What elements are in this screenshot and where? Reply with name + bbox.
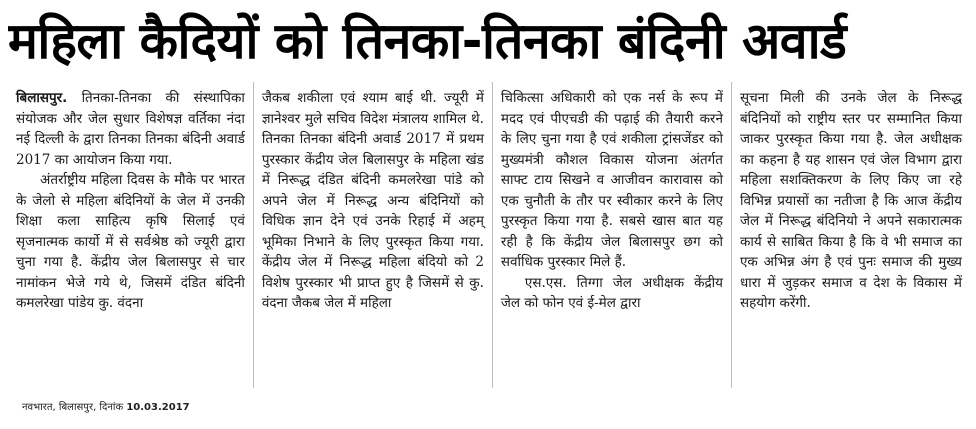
article-columns [14, 82, 970, 388]
paragraph: एस.एस. तिग्गा जेल अधीक्षक केंद्रीय जेल को फोन एवं ई-मेल द्वारा [500, 274, 723, 311]
headline: महिला कैदियों को तिनका-तिनका बंदिनी अवार्ड [8, 12, 847, 70]
paragraph: अंतर्राष्ट्रीय महिला दिवस के मौके पर भारत के जेलो से महिला बंदिनियों के जेल में उनकी शिक्षा कला साहित्य कृषि सिलाई एवं सृजनात्मक कार्यो में से सर्वश्रेष्ठ को ज्यूरी द्वारा चुना गया है. केंद्रीय जेल बिलासपुर से चार नामांकन भेजे गये थे, जिसमें दंडित बंदिनी कमलरेखा पांडेय कु. वंदना [16, 172, 245, 311]
article-column-4 [731, 82, 970, 388]
article-column-1 [14, 82, 253, 388]
source-name: नवभारत, बिलासपुर, दिनांक [22, 402, 124, 413]
source-credit [22, 399, 190, 413]
article-column-2 [253, 82, 492, 388]
paragraph: सूचना मिली की उनके जेल के निरूद्ध बंदिनियों को राष्ट्रीय स्तर पर सम्मानित किया जाकर पुरस्कृत किया गया है. जेल अधीक्षक का कहना है यह शासन एवं जेल विभाग द्वारा महिला सशक्तिकरण के लिए किए जा रहे विभिन्न प्रयासों का नतीजा है कि आज केंद्रीय जेल में निरूद्ध बंदिनियो ने अपने सकारात्मक कार्य से साबित किया है कि वे भी समाज का एक अभिन्न अंग है एवं पुनः समाज की मुख्य धारा में जुड़कर समाज व देश के विकास में सहयोग करेंगी. [739, 90, 962, 311]
source-date: 10.03.2017 [126, 402, 190, 413]
paragraph [16, 88, 245, 170]
paragraph: चिकित्सा अधिकारी को एक नर्स के रूप में मदद एवं पीएचडी की पढ़ाई की तैयारी करने के लिए चुना गया है एवं शकीला ट्रांसजेंडर को मुख्यमंत्री कौशल विकास योजना अंतर्गत साफ्ट टाय सिखने व आजीवन कारावास को एक चुनौती के तौर पर स्वीकार करने के लिए पुरस्कृत किया गया है. सबसे खास बात यह रही है कि केंद्रीय जेल बिलासपुर छग को सर्वाधिक पुरस्कार मिले हैं. [500, 90, 723, 270]
article-column-3 [492, 82, 731, 388]
dateline: बिलासपुर. [16, 90, 68, 106]
paragraph-text: तिनका-तिनका की संस्थापिका संयोजक और जेल सुधार विशेषज्ञ वर्तिका नंदा नई दिल्ली के द्वारा तिनका तिनका बंदिनी अवार्ड 2017 का आयोजन किया गया. [16, 90, 245, 168]
paragraph: जैकब शकीला एवं श्याम बाई थी. ज्यूरी में ज्ञानेश्वर मुले सचिव विदेश मंत्रालय शामिल थे. तिनका तिनका बंदिनी अवार्ड 2017 में प्रथम पुरस्कार केंद्रीय जेल बिलासपुर के महिला खंड में निरूद्ध दंडित बंदिनी कमलरेखा पांडे को अपने जेल में निरूद्ध अन्य बंदिनियों को विधिक ज्ञान देने एवं उनके रिहाई में अहम् भूमिका निभाने के लिए पुरस्कृत किया गया. केंद्रीय जेल में निरूद्ध महिला बंदियो को 2 विशेष पुरस्कार भी प्राप्त हुए है जिसमें से कु. वंदना जैकब जेल में महिला [261, 90, 484, 311]
